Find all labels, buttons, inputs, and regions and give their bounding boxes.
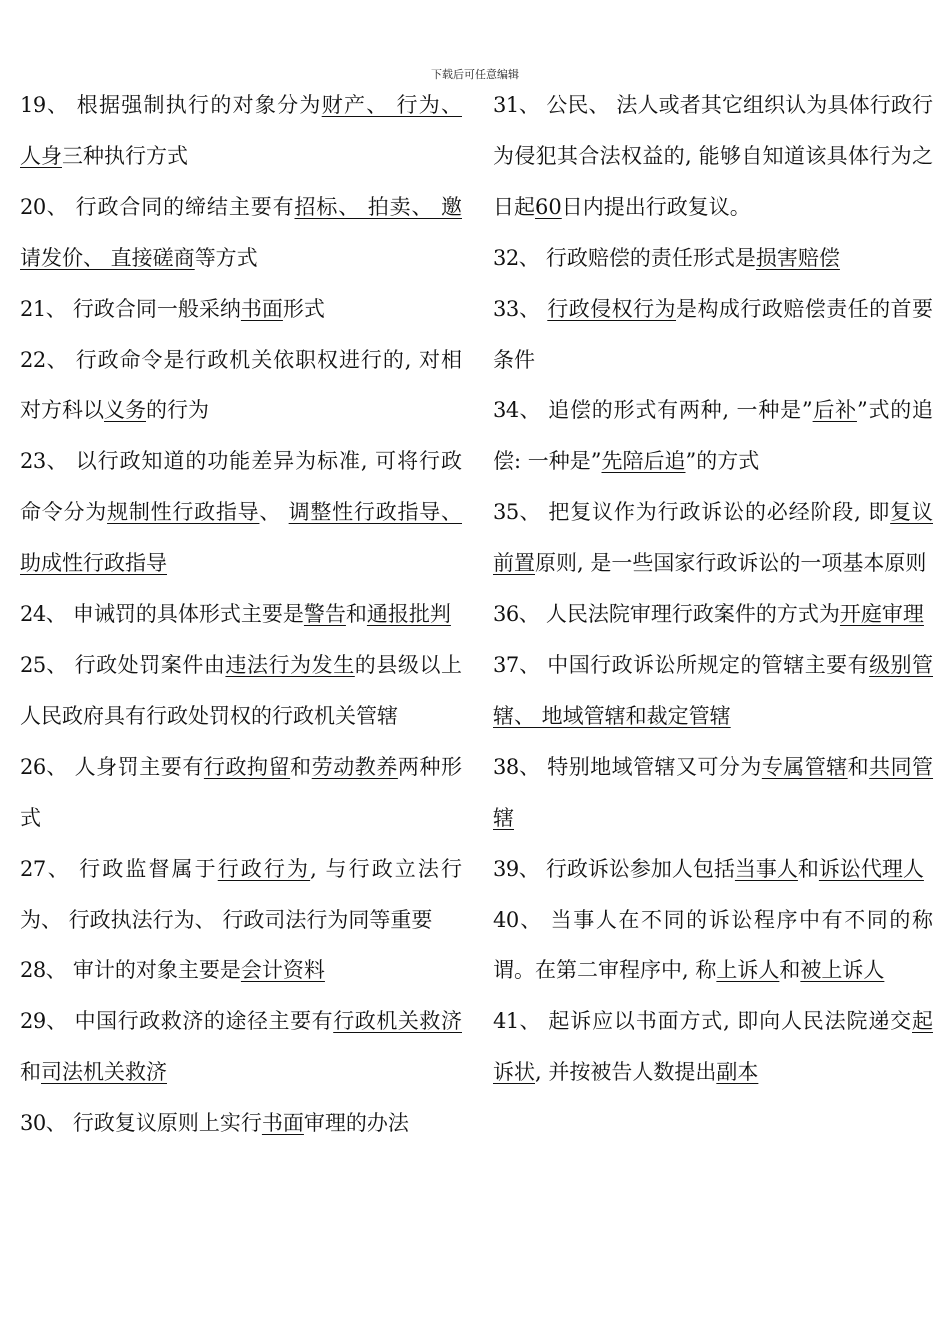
answer-blank: 专属管辖	[761, 754, 848, 779]
question-text: 把复议作为行政诉讼的必经阶段, 即	[540, 500, 891, 525]
answer-blank: 违法行为发生	[225, 652, 355, 677]
answer-blank: 当事人	[734, 856, 798, 881]
question-number: 38、	[493, 754, 541, 779]
question-item	[20, 436, 462, 589]
question-text: 形式	[282, 296, 325, 321]
question-item	[20, 742, 462, 844]
answer-blank: 损害赔偿	[755, 245, 840, 270]
question-text: 当事人在不同的诉讼程序中有不同的称谓。在第二审程序中, 称	[493, 907, 933, 983]
answer-blank: 会计资料	[240, 958, 325, 983]
question-item	[20, 284, 462, 335]
question-text: 公民、 法人或者其它组织认为具体行政行为侵犯其合法权益的, 能够自知道该具体行为之日起	[493, 93, 933, 219]
question-number: 26、	[20, 754, 68, 779]
question-item	[20, 182, 462, 284]
question-number: 20、	[20, 194, 69, 219]
question-number: 23、	[20, 449, 69, 474]
question-text: , 并按被告人数提出	[535, 1060, 717, 1085]
answer-blank: 行政拘留	[203, 754, 291, 779]
question-item	[493, 284, 933, 386]
question-number: 31、	[493, 93, 540, 117]
question-number: 24、	[20, 602, 67, 627]
answer-blank: 被上诉人	[800, 958, 885, 983]
question-number: 28、	[20, 958, 67, 983]
question-text: 的行为	[146, 398, 209, 423]
question-text: 和	[797, 856, 819, 881]
question-text: 行政合同的缔结主要有	[68, 194, 295, 219]
answer-blank: 开庭审理	[839, 602, 924, 627]
question-number: 41、	[493, 1009, 541, 1034]
question-text: , 与行政立法行为、 行政执法行为、 行政司法行为同等重要	[20, 856, 462, 932]
question-number: 25、	[20, 652, 68, 677]
question-item	[20, 945, 462, 996]
question-item	[20, 589, 462, 640]
answer-blank: 行政机关救济	[333, 1009, 462, 1034]
question-text: 、	[259, 500, 289, 525]
answer-blank: 书面	[261, 1111, 304, 1136]
question-text: 和	[345, 602, 367, 627]
question-text: 行政处罚案件由	[67, 652, 226, 677]
question-text: 日内提出行政复议。	[561, 194, 751, 219]
answer-blank: 共同管辖	[493, 754, 934, 830]
question-text: ”式的追偿: 一种是”	[493, 398, 933, 474]
question-number: 34、	[493, 398, 541, 423]
question-number: 36、	[493, 602, 540, 627]
answer-blank: 60	[535, 194, 562, 219]
question-text: 审理的办法	[303, 1111, 409, 1136]
question-text: 两种形式	[20, 754, 463, 830]
question-text: 等方式	[194, 245, 258, 270]
question-text: 追偿的形式有两种, 一种是”	[540, 398, 813, 423]
question-item	[493, 385, 933, 487]
question-item	[493, 844, 933, 895]
question-item	[493, 80, 933, 233]
answer-blank: 通报批判	[366, 602, 451, 627]
question-number: 33、	[493, 296, 541, 321]
question-text: 起诉应以书面方式, 即向人民法院递交	[540, 1009, 912, 1034]
question-text: 的县级以上人民政府具有行政处罚权的行政机关管辖	[20, 652, 462, 728]
question-number: 37、	[493, 652, 541, 677]
question-item	[493, 742, 933, 844]
right-column	[493, 80, 933, 1098]
question-text: 是构成行政赔偿责任的首要条件	[493, 296, 934, 372]
question-item	[20, 844, 462, 946]
answer-blank: 警告	[303, 602, 346, 627]
answer-blank: 先陪后追	[601, 449, 686, 474]
question-item	[20, 640, 462, 742]
left-column	[20, 80, 462, 1149]
question-text: 申诫罚的具体形式主要是	[66, 602, 304, 627]
question-item	[20, 80, 462, 182]
answer-blank: 上诉人	[716, 958, 780, 983]
question-text: 人民法院审理行政案件的方式为	[539, 602, 840, 627]
question-text: 和	[779, 958, 801, 983]
answer-blank: 调整性行政指导、 助成性行政指导	[20, 500, 462, 576]
answer-blank: 义务	[104, 398, 146, 423]
question-number: 21、	[20, 296, 67, 321]
question-number: 32、	[493, 245, 540, 270]
question-text: 审计的对象主要是	[66, 958, 241, 983]
question-text: 中国行政救济的途径主要有	[67, 1009, 334, 1034]
answer-blank: 财产、 行为、 人身	[20, 93, 462, 168]
question-item	[493, 895, 933, 997]
question-number: 19、	[20, 93, 69, 117]
answer-blank: 行政侵权行为	[547, 296, 677, 321]
answer-blank: 司法机关救济	[41, 1060, 167, 1085]
question-text: 行政复议原则上实行	[66, 1111, 262, 1136]
question-item	[493, 233, 933, 284]
question-item	[493, 589, 933, 640]
answer-blank: 行政行为	[217, 856, 311, 881]
answer-blank: 级别管辖、 地域管辖和裁定管辖	[493, 652, 933, 728]
answer-blank: 复议前置	[493, 500, 933, 576]
question-text: 行政合同一般采纳	[66, 296, 241, 321]
question-number: 30、	[20, 1111, 67, 1136]
question-number: 27、	[20, 856, 71, 881]
question-text: 行政赔偿的责任形式是	[539, 245, 756, 270]
question-item	[493, 640, 933, 742]
answer-blank: 诉讼代理人	[818, 856, 924, 881]
question-text: 行政命令是行政机关依职权进行的, 对相对方科以	[20, 347, 462, 423]
answer-blank: 劳动教养	[311, 754, 398, 779]
question-text: 人身罚主要有	[67, 754, 204, 779]
question-text: 原则, 是一些国家行政诉讼的一项基本原则	[535, 551, 927, 576]
question-number: 29、	[20, 1009, 68, 1034]
page-header-note: 下载后可任意编辑	[431, 68, 519, 81]
question-item	[20, 335, 462, 437]
question-number: 22、	[20, 347, 69, 372]
question-item	[20, 1098, 462, 1149]
question-text: 行政监督属于	[70, 856, 218, 881]
question-number: 39、	[493, 856, 540, 881]
question-text: 和	[20, 1060, 41, 1085]
answer-blank: 书面	[240, 296, 283, 321]
question-number: 40、	[493, 907, 543, 932]
question-item	[493, 487, 933, 589]
question-text: 行政诉讼参加人包括	[539, 856, 735, 881]
answer-blank: 副本	[716, 1060, 759, 1085]
answer-blank: 招标、 拍卖、 邀请发价、 直接磋商	[20, 194, 462, 270]
question-text: 以行政知道的功能差异为标准, 可将行政命令分为	[20, 449, 462, 525]
question-text: 三种执行方式	[62, 143, 188, 168]
question-item	[493, 996, 933, 1098]
question-text: 特别地域管辖又可分为	[540, 754, 762, 779]
question-text: 和	[847, 754, 870, 779]
question-text: 中国行政诉讼所规定的管辖主要有	[540, 652, 870, 677]
question-text: ”的方式	[685, 449, 760, 474]
answer-blank: 后补	[812, 398, 857, 423]
question-number: 35、	[493, 500, 541, 525]
question-text: 根据强制执行的对象分为	[68, 93, 322, 117]
answer-blank: 规制性行政指导	[107, 500, 260, 525]
question-text: 和	[290, 754, 312, 779]
answer-blank: 起诉状	[493, 1009, 933, 1085]
question-item	[20, 996, 462, 1098]
